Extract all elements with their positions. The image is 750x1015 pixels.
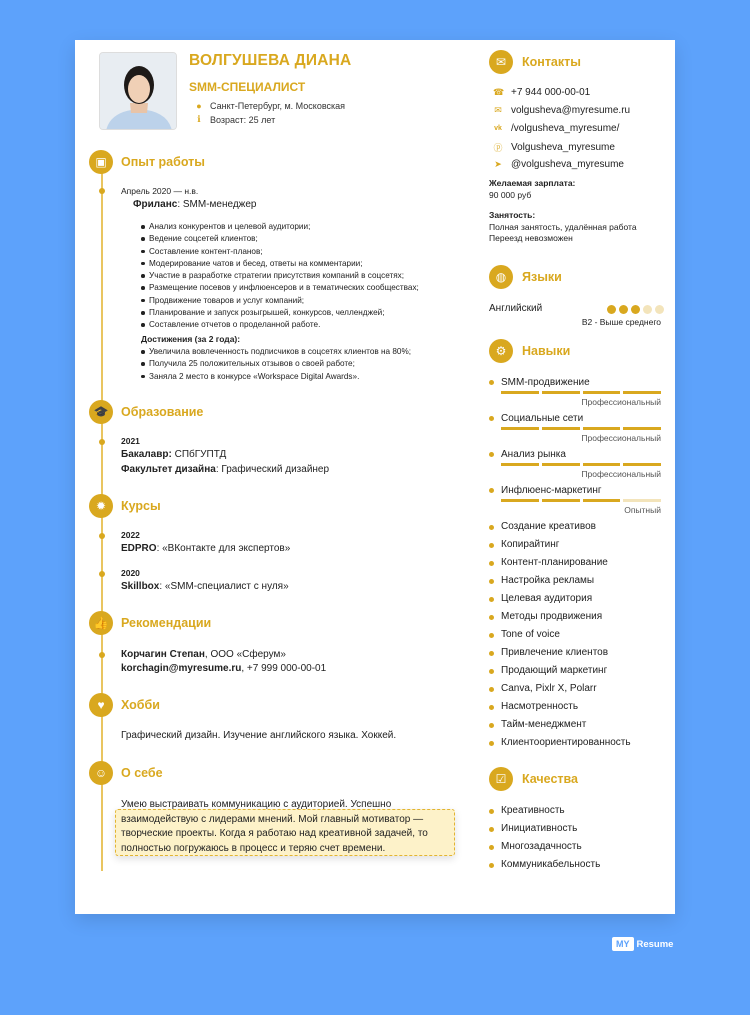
timeline-dot [99,571,105,577]
resume-page [75,40,675,914]
globe-icon: ◍ [489,265,513,289]
language-dot [631,305,640,314]
skill-name: Анализ рынка [489,449,661,460]
skill-level-bars [501,499,661,502]
candidate-position: SMM-СПЕЦИАЛИСТ [189,80,306,94]
list-item: Привлечение клиентов [489,644,631,662]
skills-heading [489,339,570,363]
list-item: Составление отчетов о проделанной работе. [141,319,419,331]
contact-pinterest-row [493,141,615,154]
list-item: Ведение соцсетей клиентов; [141,233,419,245]
info-icon: ℹ [197,114,201,124]
recommendations-title: Рекомендации [121,616,212,630]
list-item: Составление контент-планов; [141,246,419,258]
recommendation-contact-row [121,663,326,674]
contact-email-row [493,105,630,116]
skill-level: Профессиональный [581,397,661,407]
timeline-dot [99,188,105,194]
experience-heading [89,150,205,174]
rated-skill [489,449,661,479]
location-pin-icon: ● [196,101,202,111]
list-item: Планирование и запуск розыгрышей, конкурсов, челленджей; [141,307,419,319]
contacts-heading [489,50,581,74]
skill-level: Опытный [624,505,661,515]
language-dot [607,305,616,314]
list-item: Методы продвижения [489,608,631,626]
recommendation-company: , ООО «Сферум» [204,649,286,660]
skills-list [489,518,631,752]
education-faculty: Факультет дизайна [121,464,216,475]
list-item: Целевая аудитория [489,590,631,608]
education-heading [89,400,203,424]
avatar-photo [99,52,177,130]
experience-company: Фриланс [133,199,178,210]
list-item: Креативность [489,802,600,820]
list-item: Получила 25 положительных отзывов о своей работе; [141,358,411,370]
thumbs-up-icon: 👍 [89,611,113,635]
experience-role: : SMM-менеджер [177,199,257,210]
about-title: О себе [121,766,163,780]
about-heading [89,761,163,785]
skills-title: Навыки [522,344,571,358]
list-item: Tone of voice [489,626,631,644]
envelope-icon: ✉ [489,50,513,74]
employment-value: Полная занятость, удалённая работа [489,222,637,232]
relocation-value: Переезд невозможен [489,233,573,243]
experience-title: Опыт работы [121,155,205,169]
salary-value: 90 000 руб [489,190,532,200]
skill-level-bars [501,391,661,394]
language-dot [655,305,664,314]
location-text: Санкт-Петербург, м. Московская [210,101,346,111]
skill-level-bars [501,463,661,466]
list-item: Инициативность [489,820,600,838]
hobby-title: Хобби [121,698,160,712]
timeline-dot [99,533,105,539]
contact-vk-row [493,123,619,134]
course-title: : «SMM-специалист с нуля» [159,581,289,592]
list-item: Многозадачность [489,838,600,856]
education-faculty-detail: : Графический дизайнер [215,464,330,475]
list-item: Насмотренность [489,698,631,716]
list-item: Настройка рекламы [489,572,631,590]
skill-level-bars [501,427,661,430]
language-dot [643,305,652,314]
contact-pinterest[interactable]: Volgusheva_myresume [511,142,615,153]
gears-icon: ⚙ [489,339,513,363]
list-item: Коммуникабельность [489,856,600,874]
list-item: Анализ конкурентов и целевой аудитории; [141,221,419,233]
rated-skill [489,485,661,515]
courses-heading [89,494,161,518]
heart-icon: ♥ [89,693,113,717]
courses-title: Курсы [121,499,161,513]
list-item: Контент-планирование [489,554,631,572]
about-text: Умею выстраивать коммуникацию с аудиторией. Успешно взаимодействую с лидерами мнений. Мой главный мотиватор — творческие проекты. Когда я работаю над креативной задачей, то полностью погружаюсь в процесс и теряю счет времени. [121,799,428,854]
list-item: Клиентоориентированность [489,734,631,752]
myresume-logo [612,937,673,951]
phone-icon: ☎ [493,87,505,97]
skill-name: Социальные сети [489,413,661,424]
qualities-heading [489,767,578,791]
experience-title-row [133,199,256,210]
candidate-name: ВОЛГУШЕВА ДИАНА [189,52,352,69]
language-dot [619,305,628,314]
contact-telegram-row [493,159,624,170]
contact-telegram[interactable]: @volgusheva_myresume [511,159,624,170]
mail-icon: ✉ [494,105,502,115]
contacts-title: Контакты [522,55,581,69]
list-item: Продвижение товаров и услуг компаний; [141,295,419,307]
skill-level: Профессиональный [581,469,661,479]
logo-my: MY [612,937,634,951]
list-item: Заняла 2 место в конкурсе «Workspace Digital Awards». [141,371,411,383]
course-row [121,581,289,592]
recommendation-phone: , +7 999 000-00-01 [241,663,327,674]
rated-skill [489,413,661,443]
languages-title: Языки [522,270,562,284]
logo-resume: Resume [636,938,674,950]
age-text: Возраст: 25 лет [210,114,276,125]
employment-label: Занятость: [489,210,536,220]
list-item: Копирайтинг [489,536,631,554]
qualities-title: Качества [522,772,579,786]
education-school: СПбГУПТД [171,449,227,460]
course-year: 2022 [121,530,140,540]
education-degree: Бакалавр: [121,449,172,460]
languages-heading [489,265,562,289]
rated-skill [489,377,661,407]
education-faculty-row [121,464,329,475]
qualities-list [489,802,600,874]
list-item: Тайм-менеджмент [489,716,631,734]
hobby-text: Графический дизайн. Изучение английского языка. Хоккей. [121,730,397,741]
list-item: Продающий маркетинг [489,662,631,680]
badge-icon: ✹ [89,494,113,518]
education-degree-row [121,449,226,460]
list-item: Участие в разработке стратегии присутствия компаний в соцсетях; [141,270,419,282]
recommendation-person: Корчагин Степан [121,649,205,660]
vk-icon: vk [494,125,502,132]
course-row [121,543,290,554]
experience-period: Апрель 2020 — н.в. [121,186,199,196]
person-icon: ☺ [89,761,113,785]
pinterest-icon: ⓟ [493,143,503,153]
education-title: Образование [121,405,204,419]
language-level: B2 - Выше среднего [581,317,661,327]
experience-duties [141,221,419,332]
recommendation-person-row [121,649,286,660]
language-level-dots [607,305,664,314]
education-year: 2021 [121,436,140,446]
contact-phone-row [493,87,590,98]
achievements-list [141,346,411,383]
recommendation-email: korchagin@myresume.ru [121,663,242,674]
timeline-dot [99,439,105,445]
skill-level: Профессиональный [581,433,661,443]
skill-name: Инфлюенс-маркетинг [489,485,661,496]
list-item: Canva, Pixlr X, Polarr [489,680,631,698]
list-item: Модерирование чатов и бесед, ответы на комментарии; [141,258,419,270]
list-item: Увеличила вовлеченность подписчиков в соцсетях клиентов на 80%; [141,346,411,358]
contact-phone[interactable]: +7 944 000-00-01 [511,87,591,98]
course-org: EDPRO [121,543,157,554]
list-item: Размещение посевов у инфлюенсеров и в тематических сообществах; [141,282,419,294]
contact-vk[interactable]: /volgusheva_myresume/ [511,123,620,134]
telegram-icon: ➤ [494,159,502,169]
hobby-heading [89,693,160,717]
timeline-dot [99,652,105,658]
location-row [195,101,345,111]
skill-name: SMM-продвижение [489,377,661,388]
course-org: Skillbox [121,581,160,592]
course-year: 2020 [121,568,140,578]
achievements-title: Достижения (за 2 года): [141,334,241,344]
salary-label: Желаемая зарплата: [489,178,576,188]
language-name: Английский [489,303,543,314]
age-row [195,114,275,125]
briefcase-icon: ▣ [89,150,113,174]
checkbox-icon: ☑ [489,767,513,791]
graduation-cap-icon: 🎓 [89,400,113,424]
contact-email[interactable]: volgusheva@myresume.ru [511,105,631,116]
recommendations-heading [89,611,211,635]
course-title: : «ВКонтакте для экспертов» [156,543,291,554]
list-item: Создание креативов [489,518,631,536]
